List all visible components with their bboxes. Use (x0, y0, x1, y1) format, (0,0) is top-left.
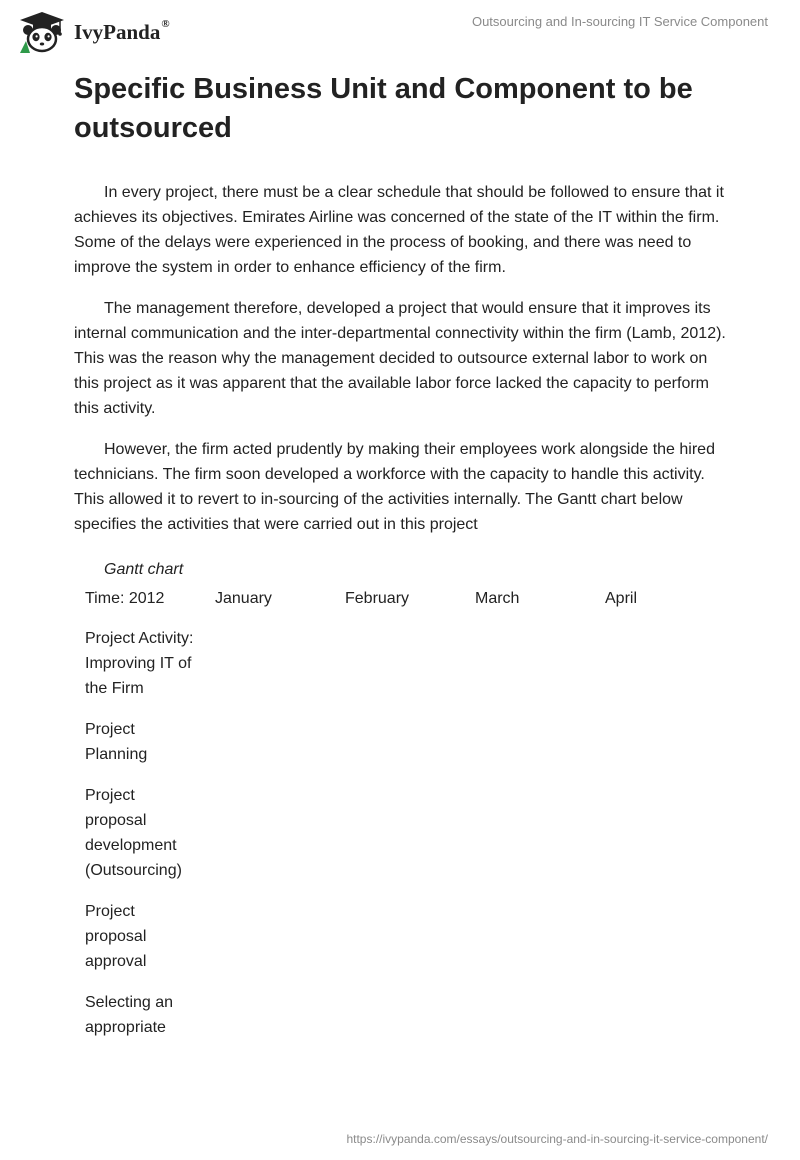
gantt-header-march: March (475, 590, 520, 607)
gantt-header-january: January (215, 590, 272, 607)
gantt-header-february: February (345, 590, 410, 607)
document-title: Outsourcing and In-sourcing IT Service Component (471, 14, 768, 29)
article-body (74, 70, 734, 580)
gantt-row-label: Project proposal development (Outsourcing) (85, 787, 182, 879)
gantt-caption: Gantt chart (104, 561, 184, 578)
gantt-row-label: Project Planning (85, 721, 148, 763)
paragraph-2: The management therefore, developed a project that would ensure that it improves its internal communication and the inter-departmental connectivity within the firm (Lamb, 2012). This was the reason why the management decided to outsource external labor to work on this project as it was apparent that the available labor force lacked the capacity to perform this activity. (74, 300, 726, 417)
gantt-table (85, 588, 705, 1040)
source-url[interactable]: https://ivypanda.com/essays/outsourcing-and-in-sourcing-it-service-component/ (346, 1132, 768, 1146)
brand-text: IvyPanda (74, 19, 161, 44)
gantt-rows (85, 626, 705, 1040)
gantt-row-label: Project proposal approval (85, 903, 147, 970)
paragraph-1: In every project, there must be a clear schedule that should be followed to ensure that it achieves its objectives. Emirates Airline was concerned of the state of the IT within the firm. Some of the delays were experienced in the process of booking, and there was need to improve the system in order to enhance efficiency of the firm. (74, 184, 724, 276)
section-heading: Specific Business Unit and Component to be outsourced (74, 73, 693, 144)
gantt-header-time: Time: 2012 (85, 590, 165, 607)
gantt-header-row (85, 588, 705, 610)
panda-graduate-icon (16, 9, 68, 55)
paragraph-3: However, the firm acted prudently by making their employees work alongside the hired technicians. The firm soon developed a workforce with the capacity to handle this activity. This allowed it to revert to in-sourcing of the activities internally. The Gantt chart below specifies the activities that were carried out in this project (74, 441, 715, 533)
brand-logo[interactable] (16, 9, 170, 55)
gantt-row-label: Selecting an appropriate (85, 994, 174, 1036)
page-header (0, 0, 800, 60)
brand-name (74, 17, 170, 45)
gantt-row-label: Project Activity: Improving IT of the Firm (85, 630, 194, 697)
gantt-header-april: April (605, 590, 638, 607)
registered-mark: ® (161, 17, 170, 30)
